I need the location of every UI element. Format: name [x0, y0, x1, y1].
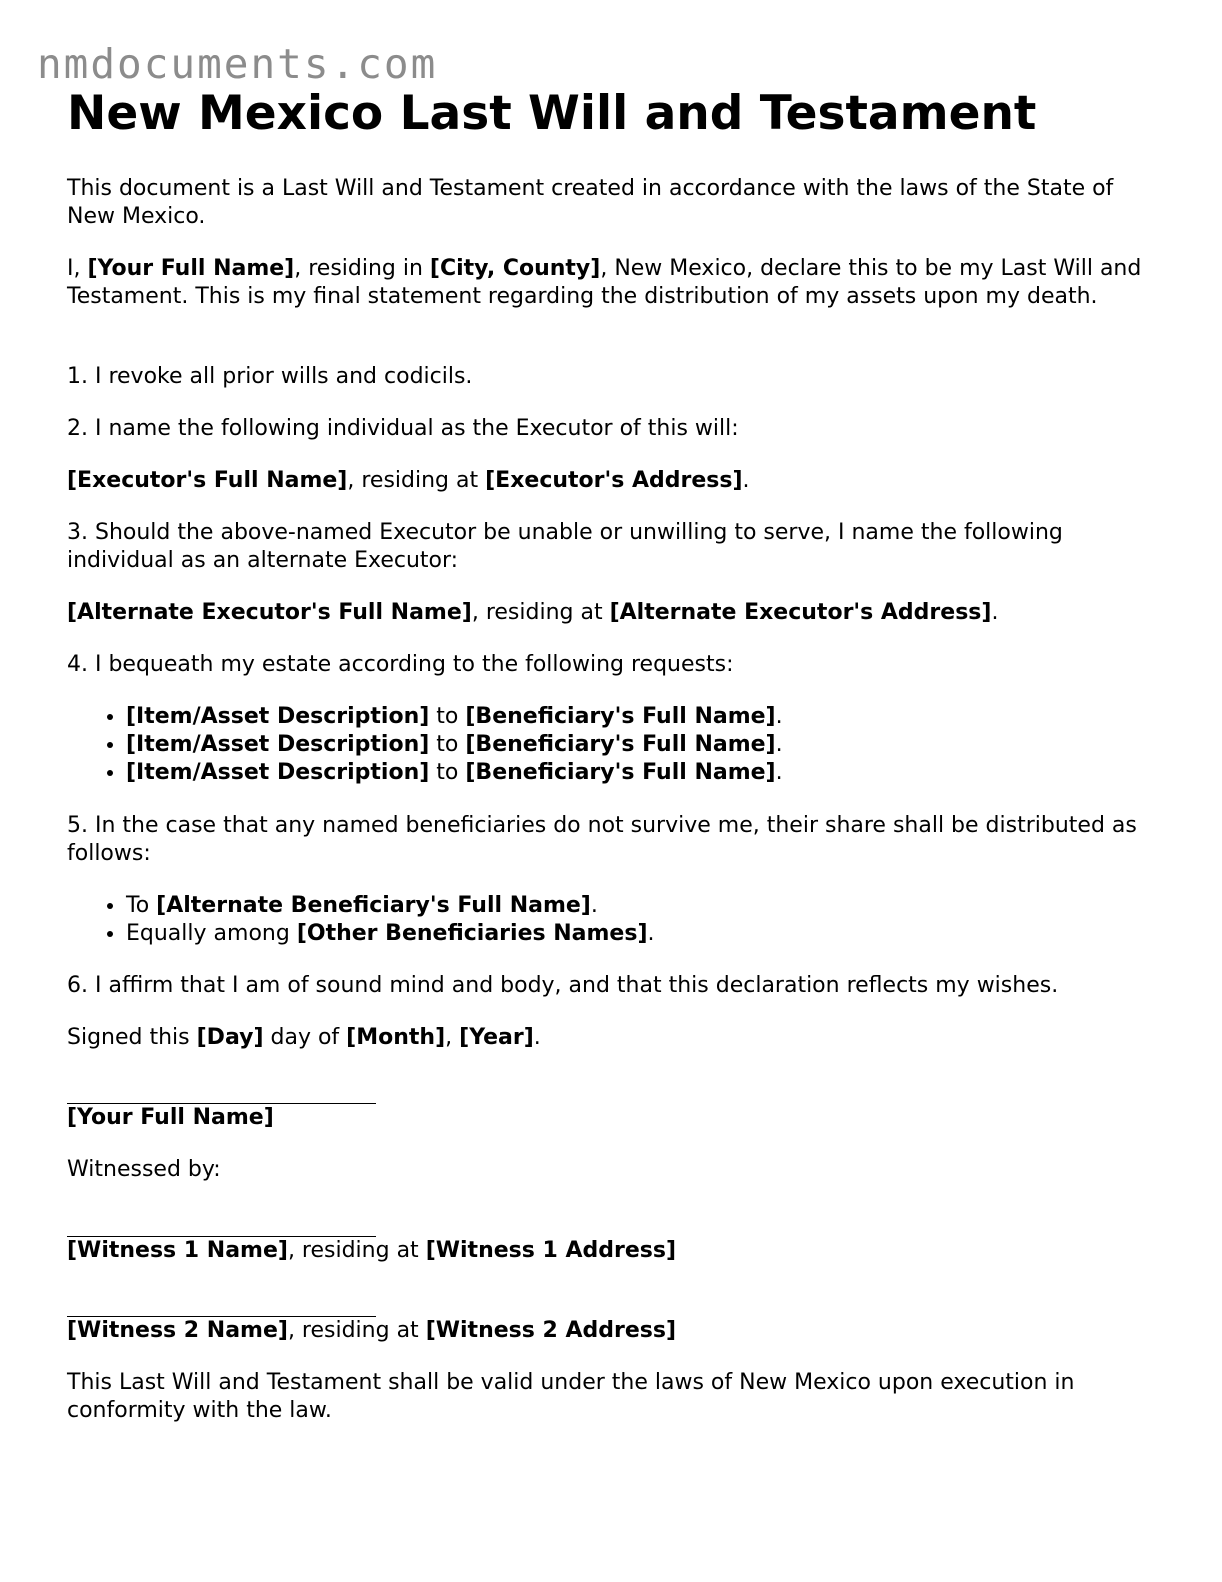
list-item	[126, 759, 1126, 787]
year-placeholder: [Year]	[459, 1025, 534, 1050]
alternate-beneficiary-list	[67, 892, 1126, 948]
clause-2: 2. I name the following individual as the Executor of this will:	[67, 416, 739, 441]
witness-2-line	[67, 1317, 1157, 1345]
alternate-beneficiary-placeholder: [Alternate Beneficiary's Full Name]	[156, 893, 591, 918]
alternate-executor-mid-text: , residing at	[471, 600, 610, 625]
testator-signature-name: [Your Full Name]	[67, 1105, 274, 1130]
clause-6: 6. I affirm that I am of sound mind and body, and that this declaration reflects my wishes.	[67, 973, 1059, 998]
alternate-end: .	[647, 921, 655, 946]
testator-name-line	[67, 1104, 1157, 1132]
signed-text-3: ,	[445, 1025, 460, 1050]
clause-5: 5. In the case that any named beneficiaries do not survive me, their share shall be distributed as follows:	[67, 813, 1137, 866]
asset-placeholder: [Item/Asset Description]	[126, 704, 430, 729]
beneficiary-placeholder: [Beneficiary's Full Name]	[465, 732, 776, 757]
list-item	[126, 892, 1126, 920]
beneficiary-placeholder: [Beneficiary's Full Name]	[465, 760, 776, 785]
bequest-list	[67, 703, 1126, 787]
asset-placeholder: [Item/Asset Description]	[126, 732, 430, 757]
other-beneficiaries-placeholder: [Other Beneficiaries Names]	[296, 921, 648, 946]
list-item	[126, 703, 1126, 731]
declaration-text-2: , residing in	[294, 256, 430, 281]
witness-1-name-placeholder: [Witness 1 Name]	[67, 1238, 288, 1263]
witness-1-mid-text: , residing at	[287, 1238, 426, 1263]
alternate-prefix: Equally among	[126, 921, 297, 946]
signed-line	[67, 1024, 1157, 1052]
beneficiary-placeholder: [Beneficiary's Full Name]	[465, 704, 776, 729]
clause-3: 3. Should the above-named Executor be unable or unwilling to serve, I name the following individual as an alternate Executor:	[67, 520, 1063, 573]
alternate-executor-line	[67, 599, 1157, 627]
bequest-end: .	[775, 732, 783, 757]
witnessed-by-label: Witnessed by:	[67, 1157, 221, 1182]
testator-name-placeholder: [Your Full Name]	[87, 256, 295, 281]
document-title: New Mexico Last Will and Testament	[67, 86, 1037, 141]
intro-paragraph: This document is a Last Will and Testament created in accordance with the laws of the State of New Mexico.	[67, 176, 1114, 229]
asset-placeholder: [Item/Asset Description]	[126, 760, 430, 785]
alternate-prefix: To	[126, 893, 157, 918]
witness-2-name-placeholder: [Witness 2 Name]	[67, 1318, 288, 1343]
executor-address-placeholder: [Executor's Address]	[485, 468, 743, 493]
bequest-end: .	[775, 704, 783, 729]
list-item	[126, 920, 1126, 948]
declaration-text-3: , New Mexico, declare this to be my Last Will and Testament. This is my final statement regarding the distribution of my assets upon my death.	[67, 256, 1142, 309]
list-item	[126, 731, 1126, 759]
bequest-to-text: to	[429, 760, 466, 785]
closing-paragraph: This Last Will and Testament shall be valid under the laws of New Mexico upon execution in conformity with the law.	[67, 1370, 1075, 1423]
executor-end: .	[742, 468, 750, 493]
witness-2-mid-text: , residing at	[287, 1318, 426, 1343]
executor-name-placeholder: [Executor's Full Name]	[67, 468, 348, 493]
site-watermark: nmdocuments.com	[37, 40, 438, 88]
clause-4: 4. I bequeath my estate according to the following requests:	[67, 652, 734, 677]
declaration-text-1: I,	[67, 256, 88, 281]
alternate-executor-name-placeholder: [Alternate Executor's Full Name]	[67, 600, 472, 625]
alternate-end: .	[590, 893, 598, 918]
witness-1-address-placeholder: [Witness 1 Address]	[425, 1238, 677, 1263]
clause-1: 1. I revoke all prior wills and codicils.	[67, 364, 473, 389]
bequest-end: .	[775, 760, 783, 785]
alternate-executor-address-placeholder: [Alternate Executor's Address]	[609, 600, 992, 625]
bequest-to-text: to	[429, 704, 466, 729]
witness-1-line	[67, 1237, 1157, 1265]
bequest-to-text: to	[429, 732, 466, 757]
executor-line	[67, 467, 1157, 495]
signed-text-1: Signed this	[67, 1025, 197, 1050]
executor-mid-text: , residing at	[347, 468, 486, 493]
month-placeholder: [Month]	[346, 1025, 446, 1050]
declaration-paragraph	[67, 255, 1157, 311]
alternate-executor-end: .	[991, 600, 999, 625]
signed-text-4: .	[533, 1025, 541, 1050]
witness-2-address-placeholder: [Witness 2 Address]	[425, 1318, 677, 1343]
signed-text-2: day of	[263, 1025, 347, 1050]
day-placeholder: [Day]	[196, 1025, 264, 1050]
location-placeholder: [City, County]	[429, 256, 601, 281]
